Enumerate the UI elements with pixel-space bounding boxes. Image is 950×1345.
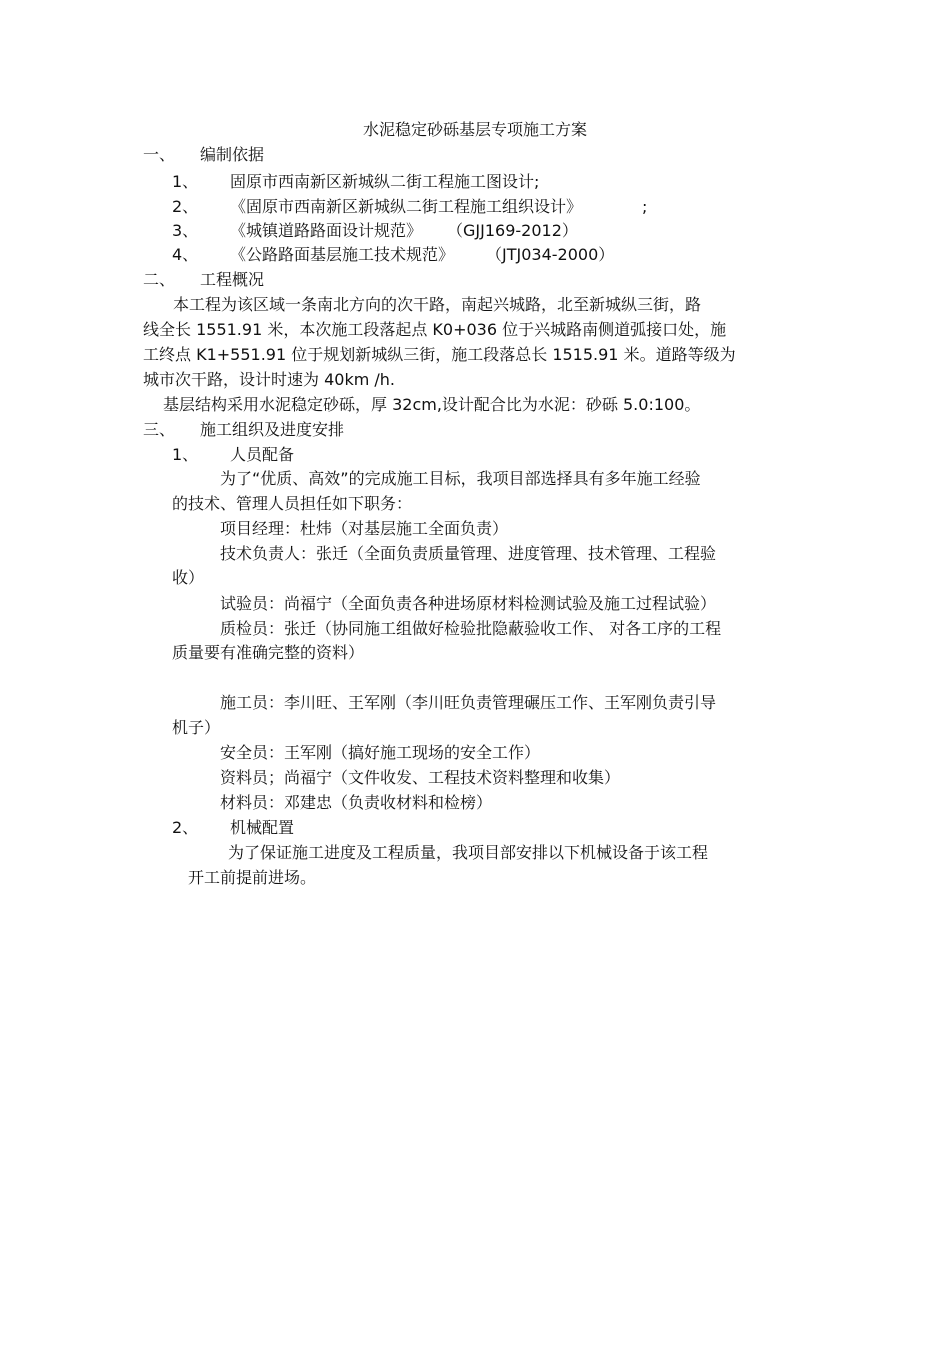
list-item-number: 1、	[172, 172, 199, 191]
paragraph-line: 为了“优质、高效”的完成施工目标，我项目部选择具有多年施工经验	[220, 469, 701, 488]
role-line-continuation: 收）	[172, 568, 205, 587]
section-1-number: 一、	[143, 145, 176, 164]
subsection-heading: 机械配置	[230, 818, 295, 837]
role-line-continuation: 质量要有准确完整的资料）	[172, 643, 365, 662]
document-title: 水泥稳定砂砾基层专项施工方案	[362, 120, 587, 139]
paragraph-line: 工终点 K1+551.91 位于规划新城纵三街，施工段落总长 1515.91 米。道路等级为	[143, 345, 736, 364]
paragraph-line: 基层结构采用水泥稳定砂砾，厚 32cm,设计配合比为水泥：砂砾 5.0:100。	[163, 395, 701, 414]
role-line: 安全员：王军刚（搞好施工现场的安全工作）	[220, 743, 541, 762]
list-item-suffix: （JTJ034-2000）	[486, 245, 615, 264]
list-item-suffix: （GJJ169-2012）	[447, 221, 578, 240]
list-item-suffix: ;	[642, 197, 648, 216]
list-item-number: 3、	[172, 221, 199, 240]
role-line-continuation: 机子）	[172, 718, 221, 737]
section-3-heading: 施工组织及进度安排	[200, 420, 345, 439]
list-item-text: 《固原市西南新区新城纵二街工程施工组织设计》	[230, 197, 583, 216]
paragraph-line: 线全长 1551.91 米，本次施工段落起点 K0+036 位于兴城路南侧道弧接口处，施	[143, 320, 727, 339]
subsection-number: 1、	[172, 445, 199, 464]
list-item-number: 4、	[172, 245, 199, 264]
section-2-number: 二、	[143, 270, 176, 289]
paragraph-line: 为了保证施工进度及工程质量，我项目部安排以下机械设备于该工程	[228, 843, 709, 862]
paragraph-line: 的技术、管理人员担任如下职务：	[172, 494, 413, 513]
section-3-number: 三、	[143, 420, 176, 439]
list-item-text: 《城镇道路路面设计规范》	[230, 221, 423, 240]
subsection-heading: 人员配备	[230, 445, 295, 464]
role-line: 项目经理：杜炜（对基层施工全面负责）	[220, 519, 509, 538]
subsection-number: 2、	[172, 818, 199, 837]
list-item-number: 2、	[172, 197, 199, 216]
role-line: 质检员：张迁（协同施工组做好检验批隐蔽验收工作、 对各工序的工程	[220, 619, 722, 638]
role-line: 施工员：李川旺、王军刚（李川旺负责管理碾压工作、王军刚负责引导	[220, 693, 717, 712]
paragraph-line: 本工程为该区域一条南北方向的次干路，南起兴城路，北至新城纵三街，路	[173, 295, 702, 314]
role-line: 资料员；尚福宁（文件收发、工程技术资料整理和收集）	[220, 768, 621, 787]
role-line: 试验员：尚福宁（全面负责各种进场原材料检测试验及施工过程试验）	[220, 594, 717, 613]
role-line: 材料员：邓建忠（负责收材料和检榜）	[220, 793, 493, 812]
section-1-heading: 编制依据	[200, 145, 265, 164]
list-item-text: 《公路路面基层施工技术规范》	[230, 245, 455, 264]
section-2-heading: 工程概况	[200, 270, 265, 289]
list-item-text: 固原市西南新区新城纵二街工程施工图设计;	[230, 172, 540, 191]
role-line: 技术负责人：张迁（全面负责质量管理、进度管理、技术管理、工程验	[220, 544, 717, 563]
paragraph-line: 开工前提前进场。	[188, 868, 317, 887]
paragraph-line: 城市次干路，设计时速为 40km /h.	[143, 370, 396, 389]
